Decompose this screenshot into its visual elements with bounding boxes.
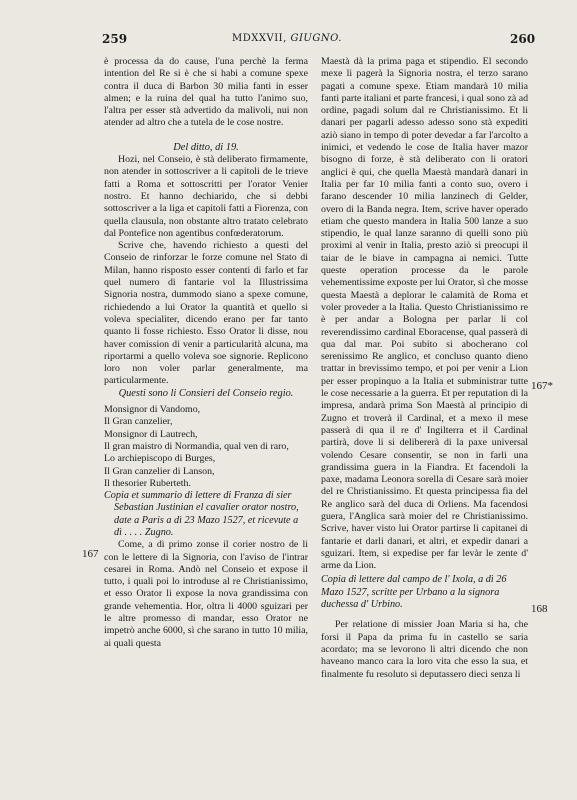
margin-number-168: 168 [531,603,548,615]
council-list [104,404,308,490]
paragraph: Per relatione di missier Joan Maria si ha, che forsi il Papa da prima fu in castello se saria acordato; ma se levorono li altri dicendo che non haveano manco cara la loro vita che esso la sua, et finalmente fu resoluto si deputassero dieci senza li [321,619,528,680]
list-item: Il Gran canzelier, [104,416,173,428]
page-number-left: 259 [102,32,128,46]
list-item: Il thesorier Ruberteth. [104,477,191,489]
paragraph: Hozi, nel Conseio, è stà deliberato firmamente, non atender in sottoscriver a li capitoli de le trieve fatti a Roma et sottoscritti per l'orator Venier nostro. Et hanno dechiarido, che si debbi sottoscriver a la liga et capitoli fatti a Fiorenza, con quella clausula, non obstante altro tratato celebrato dal Pontefice non agentibus confœderatorum. [104,154,308,239]
margin-number-167: 167 [82,548,99,560]
paragraph: Scrive che, havendo richiesto a questi del Conseio de rinforzar le forze comune nel Stato di Milan, hanno risposto esser contenti di farlo et far quel numero di fantarie vol la Illustrissima Signoria nostra, dummodo siano a spexe comune, richiedendo a lui Orator la quantità et quello si voleva specialiter, dicendo erano per far tanto quanto li fosse richiesto. Esso Orator li disse, nou haver comission di venir a particularità alcuna, ma riportarmi a quello voleva soe signorie. Replicono loro non voler parlar generalmente, ma particularmente. [104,240,308,387]
margin-number-167-star: 167* [531,380,553,392]
letter-heading-167: Copia et summario di lettere di Franza di sier Sebastian Justinian el cavalier orator nostro, date a Paris a dì 23 Mazo 1527, et ricevute a dì . . . . Zugno. [104,490,299,538]
section-date-title: Del ditto, di 19. [173,141,239,153]
paragraph: è processa da do cause, l'una perchè la ferma intention del Re si è che si habi a comune spexe contra il duca di Barbon 30 milia fanti in esser almen; e la ruina del qual ha tutto l'animo suo, l'altra per esser stà advertido da malivoli, nui non atender ad altro che a tutela de le cose nostre. [104,56,308,129]
list-item: Il gran maistro di Normandia, qual ven di raro, [104,440,289,452]
running-month: GIUGNO. [290,33,342,44]
paragraph: Maestà dà la prima paga et stipendio. El secondo mexe li pagerà la Signoria nostra, el terzo sarano pagati a comune spexe. Etiam mandarà 10 milia fanti parte italiani et parte francesi, i qual sono zà ad ordine, pagadi solum dal re Christianissimo. Et li danari per pagarli adesso adesso sono stà expediti aziò siano in tempo di poter devedar a far l'arcolto a inimici, et vedendo le cose de Italia haver mazor bisogno di forze, è stà deliberato con li oratori anglici è qui, che quella Maestà mandarà danari in Italia per far 10 milia fanti a conto suo, overo i farano descender 10 milia lanzinech di Gelder, overo di la Banda negra. Item, scrive haver operado etiam che questo mandera in Italia 500 lanze a suo stipendio, le qual lanze saranno di quelli sono più proximi al venir in Italia, presto aziò si preocupi il taiar de le biave in campagna ai nemici. Tutte queste operation processe da le parole vehementissime exposte per lui Orator, sì che mosse questa Maestà a deplorar le calamità de Roma et voler proveder a la Italia. Questo Christianissimo re è per andar a Bologna per parlar li col reverendissimo cardinal Eboracense, qual passerà di qua dal mar. Poi subito si abocherano col serenissimo Re anglico, et concluso quanto dieno trattar in brevissimo tempo, et poi per venir a Lion per esser propinquo a la Italia et subministrar tutte le cose necessarie a la guerra. Et per reputation di la impresa, andarà prima Son Maestà al principio di Zugno et troverà il Cardinal, et a mexo il mese passerà di qua il re d' Ingilterra et il Cardinal partirà, dove li si delibererà di la paxe universal volendo Cesare consentir, se non in farli una grandissima guera in la Fiandra. Et facendoli la paxe, madama Leonora sorella di Cesare sarà moier del re Christianissimo. Et questa principessa fia del Re anglico sarà del duca di Orliens. Ma facendosi guera, l'Anglica sarà moier del re Christianissimo. Scrive, haver visto lui Orator partirse li capitanei di fantarie et darli danari, et altri, et expedir danari a sguizari. Item, si expedise per far levàr le zente d' arme da Lion. [321,56,529,572]
left-column [104,56,308,650]
list-item: Monsignor di Lautrech, [104,428,198,440]
page-number-right: 260 [510,32,536,46]
right-column [321,56,528,681]
letter-heading-168: Copia di lettere dal campo de l' Ixola, a dì 26 Mazo 1527, scritte per Urbano a la signora duchessa d' Urbino. [321,574,507,611]
running-title [232,33,342,44]
list-item: Monsignor di Vandomo, [104,404,201,416]
paragraph: Come, a dì primo zonse il corier nostro de li con le lettere di la Signoria, con l'aviso de l'intrar cesarei in Roma. Andò nel Conseio et expose il tutto, i quali poi lo introduse al re Christianissimo, et esso Orator li expose la nova grandissima con grande vehementia. Hor, oltra li 4000 sguizari per le altre promesso di mandar, esso Orator ne impetrò anche 6000, sì che sarano in tutto 10 milia, ai quali questa [104,539,308,649]
list-item: Il Gran canzelier di Lanson, [104,465,215,477]
list-item: Lo archiepiscopo di Burges, [104,453,216,465]
running-year: MDXXVII, [232,33,287,44]
council-list-title: Questi sono li Consieri del Conseio regio. [118,387,294,399]
running-header [0,30,577,50]
